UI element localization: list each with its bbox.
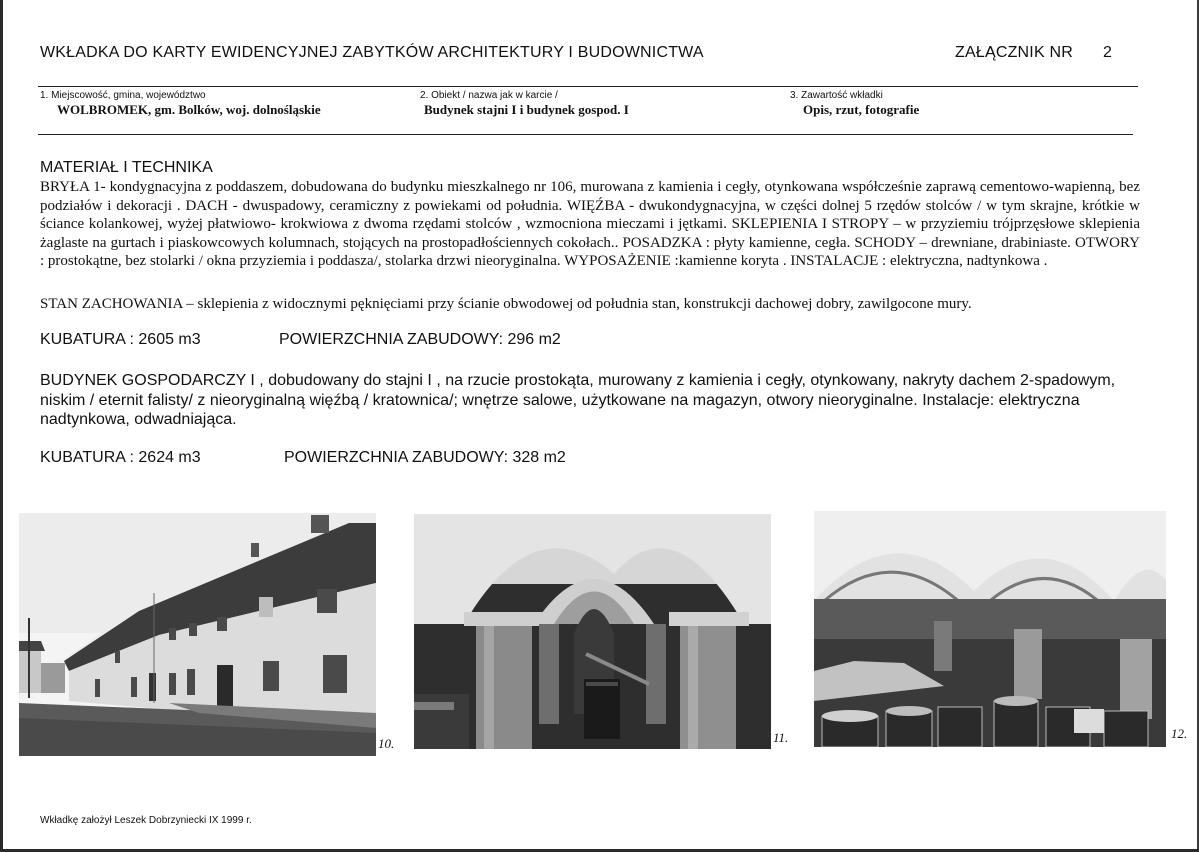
field-object-value: Budynek stajni I i budynek gospod. I: [424, 102, 629, 117]
field-object-label: 2. Obiekt / nazwa jak w karcie /: [420, 90, 558, 101]
description-text: BRYŁA 1- kondygnacyjna z poddaszem, dobudowana do budynku mieszkalnego nr 106, murowana z kamienia i cegły, otynkowana współcześnie zaprawą cementowo-wapienną, bez podziałów i dekoracji . DACH - dwuspadowy, ceramiczny z powiekami od południa. WIĘŹBA - dwukondygnacyjna, w części dolnej 5 rzędów stolców / w tym skrajne, krótkie w ściance kolankowej, wyżej płatwiowo- krokwiowa z dwoma rzędami stolców , wzmocniona mieczami i jętkami. SKLEPIENIA I STROPY – w przyziemiu trójprzęsłowe sklepienia żaglaste na gurtach i piaskowcowych kolumnach, stojących na prostopadłościennych cokołach.. POSADZKA : płyty kamienne, cegła. SCHODY – drewniane, drabiniaste. OTWORY : prostokątne, bez stolarki / okna przyziemia i poddasza/, stolarka drzwi nieoryginalna. WYPOSAŻENIE :kamienne koryta . INSTALACJE : elektryczna, nadtynkowa .: [40, 179, 1140, 270]
fields-rule: [38, 134, 1133, 135]
photo-exterior: [19, 513, 376, 756]
kubatura-1: KUBATURA : 2605 m3: [40, 331, 201, 348]
powierzchnia-1: POWIERZCHNIA ZABUDOWY: 296 m2: [279, 331, 561, 348]
attachment-label: ZAŁĄCZNIK NR: [955, 44, 1073, 61]
photo-storage-interior: [814, 511, 1166, 747]
section-title: MATERIAŁ I TECHNIKA: [40, 159, 213, 176]
photo-storage-interior-number: 12.: [1171, 726, 1188, 741]
field-contents-value: Opis, rzut, fotografie: [803, 102, 920, 117]
field-contents-label: 3. Zawartość wkładki: [790, 90, 883, 101]
photo-exterior-number: 10.: [378, 736, 395, 751]
building-2-text: BUDYNEK GOSPODARCZY I , dobudowany do stajni I , na rzucie prostokąta, murowany z kamienia i cegły, otynkowany, nakryty dachem 2-spadowym, niskim / eternit falisty/ z nieoryginalną więźbą / kratownica/; wnętrze salowe, użytkowane na magazyn, otwory nieoryginalne. Instalacje: elektryczna nadtynkowa, odwadniająca.: [40, 372, 1116, 428]
attachment-number: 2: [1103, 44, 1113, 61]
field-location-value: WOLBROMEK, gm. Bolków, woj. dolnośląskie: [57, 102, 321, 117]
photo-vaulted-hall: [414, 514, 771, 749]
kubatura-2: KUBATURA : 2624 m3: [40, 449, 201, 466]
header-rule: [38, 86, 1138, 87]
scan-edge-left: [0, 0, 3, 852]
field-location-label: 1. Miejscowość, gmina, województwo: [40, 90, 206, 101]
powierzchnia-2: POWIERZCHNIA ZABUDOWY: 328 m2: [284, 449, 566, 466]
form-title: WKŁADKA DO KARTY EWIDENCYJNEJ ZABYTKÓW ARCHITEKTURY I BUDOWNICTWA: [40, 44, 704, 61]
condition-text: STAN ZACHOWANIA – sklepienia z widocznymi pęknięciami przy ścianie obwodowej od południa stan, konstrukcji dachowej dobry, zawilgocone mury.: [40, 296, 972, 312]
photo-vaulted-hall-number: 11.: [773, 730, 789, 745]
footer-author-note: Wkładkę założył Leszek Dobrzyniecki IX 1999 r.: [40, 815, 252, 826]
